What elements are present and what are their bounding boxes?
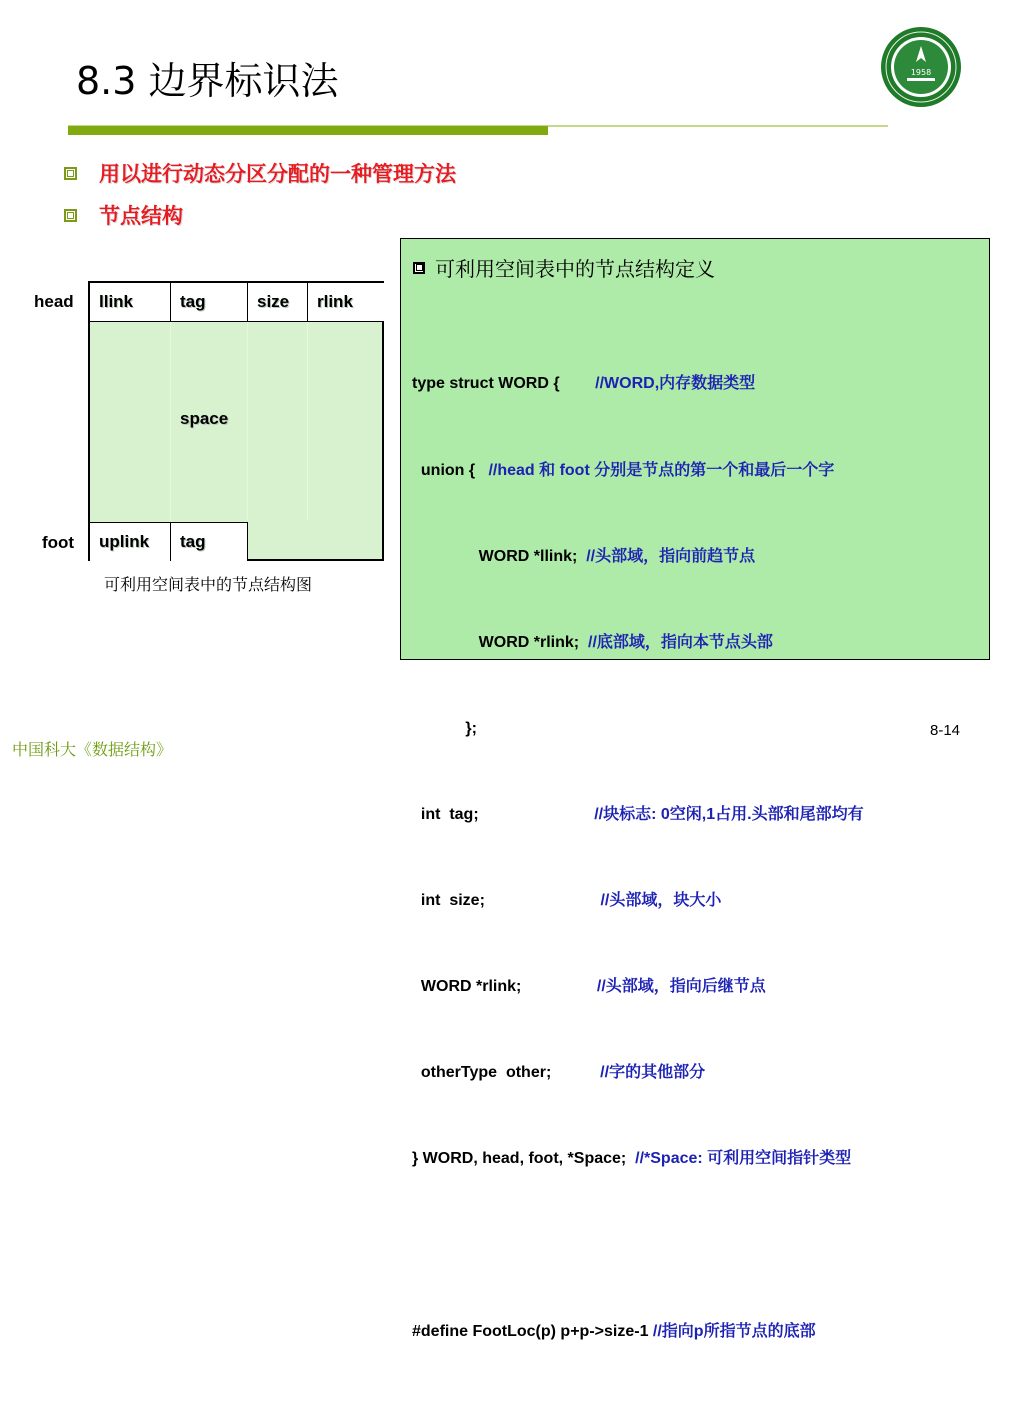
- logo-year: 1958: [910, 68, 932, 77]
- code-line: } WORD, head, foot, *Space; //*Space: 可利用空间指针类型: [412, 1150, 852, 1168]
- page-number: 8-14: [930, 722, 961, 739]
- code-line: type struct WORD { //WORD,内存数据类型: [412, 375, 756, 393]
- footer-course-name: 中国科大《数据结构》: [12, 740, 173, 759]
- define-line: #define FootLoc(p) p+p->size-1 //指向p所指节点的底部: [412, 1322, 816, 1340]
- code-line: WORD *rlink; //头部域，指向后继节点: [412, 978, 766, 996]
- square-bullet-icon: [64, 209, 77, 222]
- head-label: head: [34, 292, 74, 311]
- cell-uplink: uplink: [90, 522, 171, 561]
- code-block: [412, 313, 864, 1404]
- code-line: union { //head 和 foot 分别是节点的第一个和最后一个字: [412, 461, 835, 479]
- cell-space: space: [180, 409, 229, 428]
- foot-label: foot: [42, 533, 75, 552]
- square-bullet-icon: [413, 262, 425, 274]
- code-line: int size; //头部域，块大小: [412, 892, 722, 910]
- diagram-caption: 可利用空间表中的节点结构图: [104, 575, 313, 594]
- title-underline-thick: [68, 126, 548, 135]
- bullet-text: 节点结构: [99, 204, 183, 228]
- bullet-item: [64, 194, 456, 236]
- code-line: WORD *rlink; //底部域，指向本节点头部: [412, 633, 773, 651]
- code-box-heading: [413, 253, 715, 282]
- slide-title: 8.3 边界标识法: [76, 59, 339, 103]
- square-bullet-icon: [64, 167, 77, 180]
- code-line: };: [412, 719, 477, 737]
- cell-foot-tag: tag: [171, 522, 248, 561]
- code-line: otherType other; //字的其他部分: [412, 1064, 706, 1082]
- university-seal-icon: [880, 26, 962, 108]
- code-line: int tag; //块标志: 0空闲,1占用.头部和尾部均有: [412, 805, 864, 823]
- node-structure-diagram: [88, 281, 384, 561]
- code-line: WORD *llink; //头部域，指向前趋节点: [412, 547, 756, 565]
- cell-rlink: rlink: [308, 283, 384, 322]
- cell-llink: llink: [90, 283, 171, 322]
- cell-tag: tag: [171, 283, 248, 322]
- code-box-heading-text: 可利用空间表中的节点结构定义: [435, 257, 715, 281]
- bullet-item: [64, 152, 456, 194]
- bullet-text: 用以进行动态分区分配的一种管理方法: [99, 162, 456, 186]
- cell-size: size: [248, 283, 308, 322]
- bullet-list: [64, 152, 456, 236]
